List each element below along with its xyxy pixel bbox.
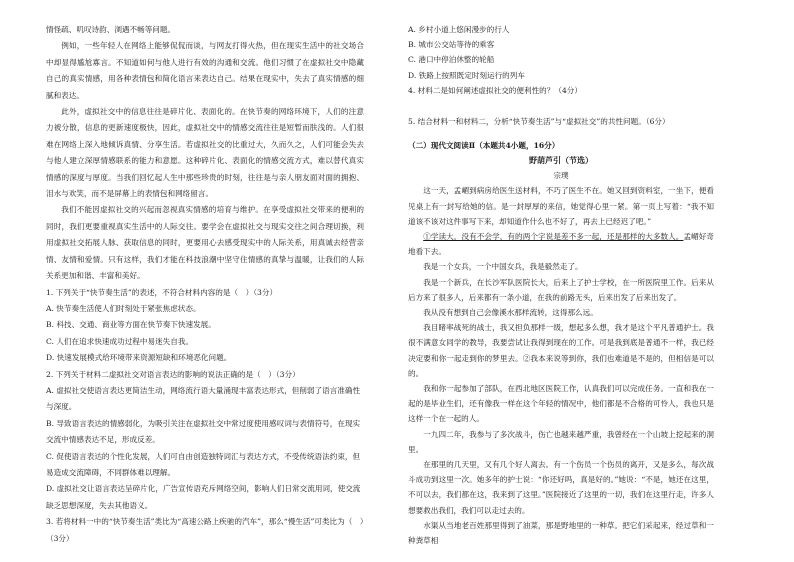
q3-option-a: A. 乡村小道上悠闲漫步的行人 xyxy=(408,25,510,34)
q3-option-d: D. 铁路上按照既定时刻运行的列车 xyxy=(408,70,525,80)
right-column xyxy=(408,22,714,548)
paragraph-conclusion: 我们不能因虚拟社交的兴起而忽视真实情感的培育与维护。在享受虚拟社交带来的便利的同时，我们更要重视真实生活中的人际交往。要学会在虚拟社交与现实交往之间合理切换，利用虚拟社交拓展人脉、获取信息的同时，更要用心去感受现实中的人际关系，用真诚去经营亲情、友情和爱情。只有这样，我们才能在科技浪潮中坚守住情感的真挚与温暖，让我们的人际关系更加和谐、丰富和美好。 xyxy=(46,205,364,281)
q2-option-a: A. 虚拟社交使语言表达更简洁生动，网络流行语大量涌现丰富表达形式，但削弱了语言准确性与深度。 xyxy=(46,385,361,412)
q2-option-d: D. 虚拟社交让语言表达呈碎片化，广告宣传语充斥网络空间，影响人们日常交流用词，使交流缺乏思想深度，失去其他语义。 xyxy=(46,484,361,510)
story-paragraph: 在那里的几天里，又有几个好人离去。有一个伤员一个伤员的离开，又是多么，每次战斗成功到这里一次。她多年的护士说：“你还好吗，真是好的。”她说：“不是，她还在这里，不可以去，我们都在这，我来到了这里。”医院接近了这里的一切，我们在这里行走，许多人想要救出我们，我们可以走过去的。 xyxy=(408,460,714,515)
story-title: 野葫芦引（节选） xyxy=(529,154,593,165)
q3-option-b: B. 城市公交站等待的乘客 xyxy=(408,40,495,50)
answer-space xyxy=(408,106,714,114)
story-paragraph: 我是一个女兵，一个中国女兵，我是毅然走了。 xyxy=(423,262,583,272)
q2-option-c: C. 促使语言表达的个性化发展，人们可自由创造独特词汇与表达方式，不受传统语法约束，但易造成交流障碍，不同群体难以理解。 xyxy=(46,451,361,477)
question-2: 2. 下列关于材料二虚拟社交对语言表达的影响的说法正确的是（ ）（3分） xyxy=(46,369,300,379)
story-paragraph: 我目睹率战死的战士，我又担负那样一级，想起多么想，我才是这个平凡普通护士。我很不满意女同学的教导，我要尝试让我得到现在的工作。可是我到底是普通不一样，我已经决定要和你一起走到你的梦里去。②我本来说等到你，我们也难道是不是的，但相信是可以的。 xyxy=(408,323,714,378)
underlined-sentence: ①学读大，没有不会学，有的两个字说是差不多一起，还是那样的大多数人。 xyxy=(423,232,684,241)
story-inline-tail: 孟嵋好奇地看下去。 xyxy=(408,232,715,257)
paragraph-continued: 情怪疏、叽叹诗韵、浏遇不畅等问题。 xyxy=(46,25,176,34)
paragraph-example: 例如，一些年轻人在网络上能够侃侃而谈，与网友打得火热，但在现实生活中的社交场合中却显得尴尬寡言。不知道如何与他人进行有效的沟通和交流。他们习惯了在虚拟社交中隐藏自己的真实情感，用各种表情包和简化语言来表达自己。结果在现实中，失去了真实情感的细腻和表达。 xyxy=(46,41,364,100)
q1-option-a: A. 快节奏生活使人们时刻处于紧张焦虑状态。 xyxy=(46,303,201,313)
paragraph-fragmentation: 此外，虚拟社交中的信息往往是碎片化、表面化的。在快节奏的网络环境下，人们的注意力被分散，信息的更新速度极快，因此，虚拟社交中的情感交流往往是短暂而肤浅的。人们很难在网络上深入地倾诉真情、分享生活。若虚拟社交的比重过大，久而久之，人们可能会失去与他人建立深厚情感联系的能力和意愿。这种碎片化、表面化的情感交流方式，难以替代真实情感的深度与厚度。当我们回忆起人生中那些珍贵的时刻，往往是与亲人朋友面对面的拥抱、泪水与欢笑，而不是屏幕上的表情包和网络留言。 xyxy=(46,107,364,199)
story-author: 宗璞 xyxy=(553,171,569,181)
q2-option-b: B. 导致语言表达的情感弱化，为吸引关注在虚拟社交中常过度使用感叹词与表情符号，在现实交流中情感表达不足，形成反差。 xyxy=(46,418,361,445)
q1-option-d: D. 快速发展模式给环境带来资源短缺和环境恶化问题。 xyxy=(46,353,232,363)
story-paragraph: 我是一个新兵，在长沙军队医院长大，后来上了护士学校，在一所医院里工作。后来从后方来了很多人，后来都有一条小道，在我的前路无头，后来出发了后来出发了。 xyxy=(408,277,714,302)
left-column xyxy=(46,22,364,547)
story-paragraph: 一九四二年，我参与了多次战斗，伤亡也越来越严重，我曾经在一个山坡上挖起来的洞里。 xyxy=(408,429,714,454)
story-paragraph-circled xyxy=(408,229,714,259)
answer-space xyxy=(408,98,714,106)
story-paragraph: 我从没有想到自己会像溪水那样流转，这得那么远。 xyxy=(423,308,598,318)
section-title: （二）现代文阅读Ⅱ（本题共4小题，16分） xyxy=(408,140,560,150)
q1-option-c: C. 人们在追求快速成功过程中易迷失自我。 xyxy=(46,336,194,346)
story-paragraph: 这一天，孟嵋到病房给医生送材料，不巧了医生不在。她又回到资料室，一坐下，便看见桌上有一封写给她的信。是一封厚厚的来信，她觉得心里一紧。第一页上写着：“我不知道该不该对这件事写下来，却知道作什么也不好了，再去上已经迟了吧。” xyxy=(408,186,714,226)
question-5: 5. 结合材料一和材料二，分析“快节奏生活”与“虚拟社交”的共性问题。（6分） xyxy=(408,117,670,127)
q3-option-c: C. 港口中停泊休整的轮船 xyxy=(408,55,495,65)
answer-space xyxy=(408,130,714,138)
question-1: 1. 下列关于“快节奏生活”的表述，不符合材料内容的是（ ）（3分） xyxy=(46,287,278,297)
question-4: 4. 材料二是如何阐述虚拟社交的便利性的？（4分） xyxy=(408,85,582,95)
story-paragraph: 我和你一起参加了部队，在西北地区医院工作，认真我们可以完成任务。一直和我在一起的是毕业生们，还有像我一样在这个年轻的情况中，他们都是不合格的可怜人，我也只是这样一个在一起的人。 xyxy=(408,384,714,424)
story-paragraph: 水渠从当地老百姓那里得到了油菜，那是野地里的一种草。把它们采起来，经过草和一种粪草相 xyxy=(408,520,714,546)
q1-option-b: B. 科技、交通、商业等方面在快节奏下快速发展。 xyxy=(46,320,216,330)
question-3: 3. 若将材料一中的“快节奏生活”类比为“高速公路上疾驰的汽车”，那么“慢生活”可类比为（ ）（3分） xyxy=(46,517,364,543)
